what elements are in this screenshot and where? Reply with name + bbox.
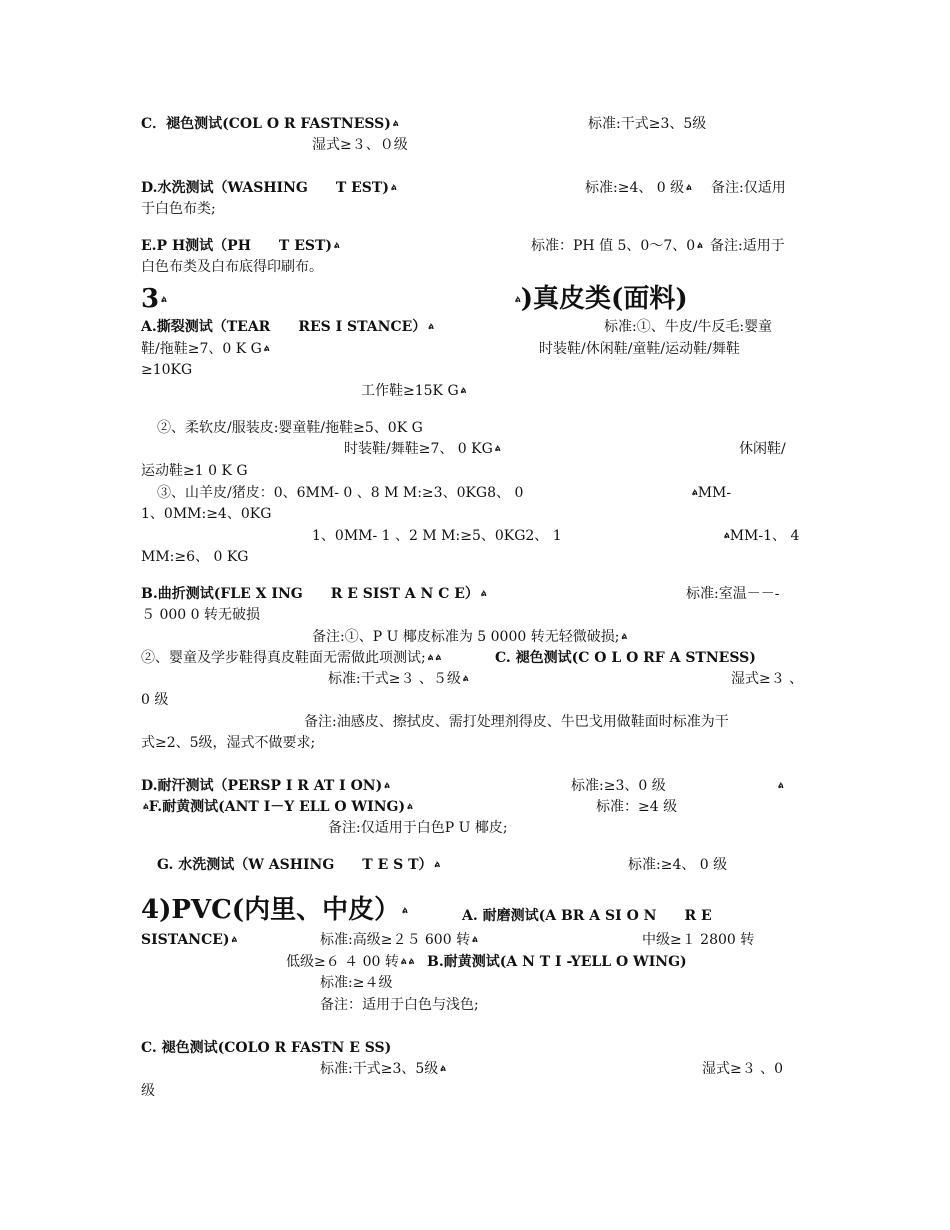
text-line <box>286 952 414 972</box>
line-text: ③、山羊皮/猪皮：0、6MM- 0 、8 M M:≥3、0KG8、 0 <box>157 485 524 501</box>
paragraph-mark-icon: ል <box>400 957 407 967</box>
paragraph-mark-icon: ል <box>427 653 434 663</box>
paragraph-mark-icon: ል <box>692 488 698 498</box>
line-text: 标准:高级≥２５ 600 转 <box>320 932 471 948</box>
line-text: 休闲鞋/ <box>739 441 786 457</box>
line-text: 4)PVC(内里、中皮） <box>141 895 401 925</box>
text-line <box>141 648 441 668</box>
text-line <box>539 339 740 359</box>
paragraph-mark-icon: ል <box>435 653 442 663</box>
text-line <box>344 439 501 459</box>
text-line <box>141 504 271 524</box>
text-line <box>304 712 729 732</box>
line-text: 运动鞋≥1 0 K G <box>141 463 248 479</box>
line-text: F.耐黄测试(ANT I－Y ELL O WING) <box>148 799 406 815</box>
section-heading <box>141 893 408 928</box>
line-text: 1、0MM:≥4、0KG <box>141 506 272 522</box>
text-line <box>320 973 392 993</box>
text-line <box>462 906 712 926</box>
text-line <box>776 776 784 796</box>
paragraph-mark-icon: ል <box>161 295 167 305</box>
paragraph-mark-icon: ል <box>724 531 730 541</box>
line-text: 标准:≥4、 0 级 <box>628 857 728 873</box>
text-line <box>320 995 479 1015</box>
text-line <box>141 1081 155 1101</box>
line-text: ５ 000 0 转无破损 <box>141 607 260 623</box>
text-line <box>141 733 315 753</box>
paragraph-mark-icon: ል <box>231 935 238 945</box>
paragraph-mark-icon: ል <box>480 589 487 599</box>
text-line <box>710 236 785 256</box>
text-line <box>495 648 756 668</box>
text-line <box>157 483 523 503</box>
paragraph-mark-icon: ል <box>462 674 469 684</box>
paragraph-mark-icon: ል <box>778 781 784 791</box>
line-text: 时装鞋/舞鞋≥7、 0 KG <box>344 441 493 457</box>
line-text: C. 褪色测试(COLO R FASTN E SS) <box>141 1040 392 1056</box>
line-text: 标准：PH 值 5、0～7、0 <box>531 238 696 254</box>
section-heading <box>513 282 688 317</box>
paragraph-mark-icon: ል <box>434 860 441 870</box>
line-text: 白色布类及白布底得印刷布。 <box>141 259 323 275</box>
line-text: 工作鞋≥15K G <box>361 383 459 399</box>
line-text: 湿式≥３、０级 <box>312 137 408 153</box>
paragraph-mark-icon: ል <box>402 906 408 916</box>
text-line <box>141 461 248 481</box>
text-line <box>312 135 408 155</box>
paragraph-mark-icon: ል <box>392 119 399 129</box>
line-text: 级 <box>141 1083 155 1099</box>
text-line <box>141 236 340 256</box>
text-line <box>722 526 799 546</box>
text-line <box>731 669 803 689</box>
paragraph-mark-icon: ል <box>390 183 397 193</box>
line-text: 备注:适用于 <box>710 238 785 254</box>
text-line <box>141 797 413 817</box>
line-text: 于白色布类; <box>141 201 216 217</box>
text-line <box>157 855 440 875</box>
text-line <box>328 669 469 689</box>
line-text: C. 褪色测试(C O L O RF A STNESS) <box>495 650 756 666</box>
paragraph-mark-icon: ል <box>686 183 692 193</box>
paragraph-mark-icon: ል <box>472 935 478 945</box>
text-line <box>571 776 666 796</box>
line-text: SISTANCE) <box>141 932 230 948</box>
line-text: 湿式≥３ 、 <box>731 671 804 687</box>
paragraph-mark-icon: ል <box>384 781 390 791</box>
line-text: MM- <box>697 485 732 501</box>
text-line <box>686 584 779 604</box>
line-text: C．褪色测试(COL O R FASTNESS) <box>141 116 391 132</box>
paragraph-mark-icon: ል <box>515 295 521 305</box>
text-line <box>312 627 627 647</box>
paragraph-mark-icon: ል <box>408 957 415 967</box>
text-line <box>628 855 727 875</box>
line-text: MM:≥6、 0 KG <box>141 549 249 565</box>
text-line <box>328 818 508 838</box>
line-text: ②、柔软皮/服装皮:婴童鞋/拖鞋≥5、0K G <box>157 420 423 436</box>
text-line <box>427 952 687 972</box>
text-line <box>141 114 399 134</box>
text-line <box>141 690 168 710</box>
text-line <box>141 547 248 567</box>
line-text: 低级≥６ ４ 00 转 <box>286 954 399 970</box>
section-heading <box>141 282 167 317</box>
line-text: D.耐汗测试（PERSP I R AT I ON) <box>141 778 383 794</box>
text-line <box>702 1059 783 1079</box>
line-text: 式≥2、5级，湿式不做要求; <box>141 735 316 751</box>
line-text: 备注:仅适用于白色P U 椰皮; <box>328 820 508 836</box>
text-line <box>141 930 237 950</box>
line-text: 标准:干式≥3、5级 <box>320 1061 439 1077</box>
line-text: 标准:≥4、 0 级 <box>585 180 685 196</box>
paragraph-mark-icon: ል <box>263 344 270 354</box>
line-text: 0 级 <box>141 692 169 708</box>
text-line <box>320 1059 446 1079</box>
line-text: 中级≥１ 2800 转 <box>642 932 755 948</box>
text-line <box>141 360 192 380</box>
line-text: 时装鞋/休闲鞋/童鞋/运动鞋/舞鞋 <box>539 341 740 357</box>
text-line <box>739 439 786 459</box>
text-line <box>604 317 772 337</box>
paragraph-mark-icon: ል <box>143 802 149 812</box>
line-text: G. 水洗测试（W ASHING T E S T） <box>157 857 433 873</box>
text-line <box>361 381 466 401</box>
line-text: 备注:①、P U 椰皮标准为 5 0000 转无轻微破损; <box>312 629 620 645</box>
line-text: )真皮类(面料) <box>520 284 688 314</box>
text-line <box>711 178 786 198</box>
paragraph-mark-icon: ል <box>460 386 467 396</box>
paragraph-mark-icon: ል <box>621 632 628 642</box>
line-text: 标准:室温－－- <box>686 586 780 602</box>
line-text: ≥10KG <box>141 362 193 378</box>
line-text: A. 耐磨测试(A BR A SI O N R E <box>462 908 712 924</box>
text-line <box>157 418 423 438</box>
paragraph-mark-icon: ል <box>428 322 434 332</box>
line-text: 鞋/拖鞋≥7、0 K G <box>141 341 262 357</box>
text-line <box>141 776 390 796</box>
line-text: 标准:干式≥３ 、５级 <box>328 671 461 687</box>
text-line <box>141 339 270 359</box>
paragraph-mark-icon: ል <box>697 241 703 251</box>
text-line <box>320 930 478 950</box>
line-text: B.曲折测试(FLE X ING R E SIST A N C E） <box>141 586 479 602</box>
line-text: 标准:≥４级 <box>320 975 393 991</box>
paragraph-mark-icon: ል <box>334 241 340 251</box>
text-line <box>141 1038 391 1058</box>
line-text: ②、婴童及学步鞋得真皮鞋面无需做此项测试; <box>141 650 426 666</box>
line-text: 1、0MM- 1 、2 M M:≥5、0KG2、 1 <box>312 528 562 544</box>
line-text: D.水洗测试（WASHING T EST) <box>141 180 389 196</box>
line-text: 备注:油感皮、擦拭皮、需打处理剂得皮、牛巴戈用做鞋面时标准为干 <box>304 714 729 730</box>
text-line <box>141 199 216 219</box>
line-text: 备注:仅适用 <box>711 180 786 196</box>
line-text: A.撕裂测试（TEAR RES I STANCE） <box>141 319 427 335</box>
line-text: 标准:①、牛皮/牛反毛:婴童 <box>604 319 773 335</box>
line-text: 3 <box>141 284 160 314</box>
text-line <box>312 526 562 546</box>
text-line <box>141 317 434 337</box>
line-text: B.耐黄测试(A N T I -YELL O WING) <box>427 954 687 970</box>
text-line <box>690 483 731 503</box>
paragraph-mark-icon: ል <box>407 802 413 812</box>
text-line <box>141 605 260 625</box>
text-line <box>141 257 323 277</box>
line-text: 备注：适用于白色与浅色; <box>320 997 479 1013</box>
paragraph-mark-icon: ል <box>440 1064 446 1074</box>
text-line <box>596 797 677 817</box>
line-text: E.P H测试（PH T EST) <box>141 238 333 254</box>
line-text: MM-1、 4 <box>729 528 800 544</box>
paragraph-mark-icon: ል <box>494 444 501 454</box>
line-text: 标准：≥4 级 <box>596 799 678 815</box>
line-text: 标准:≥3、0 级 <box>571 778 666 794</box>
text-line <box>585 178 692 198</box>
line-text: 湿式≥３ 、0 <box>702 1061 784 1077</box>
text-line <box>141 178 397 198</box>
text-line <box>141 584 487 604</box>
text-line <box>642 930 754 950</box>
text-line <box>588 114 706 134</box>
line-text: 标准:干式≥3、5级 <box>588 116 707 132</box>
text-line <box>531 236 703 256</box>
